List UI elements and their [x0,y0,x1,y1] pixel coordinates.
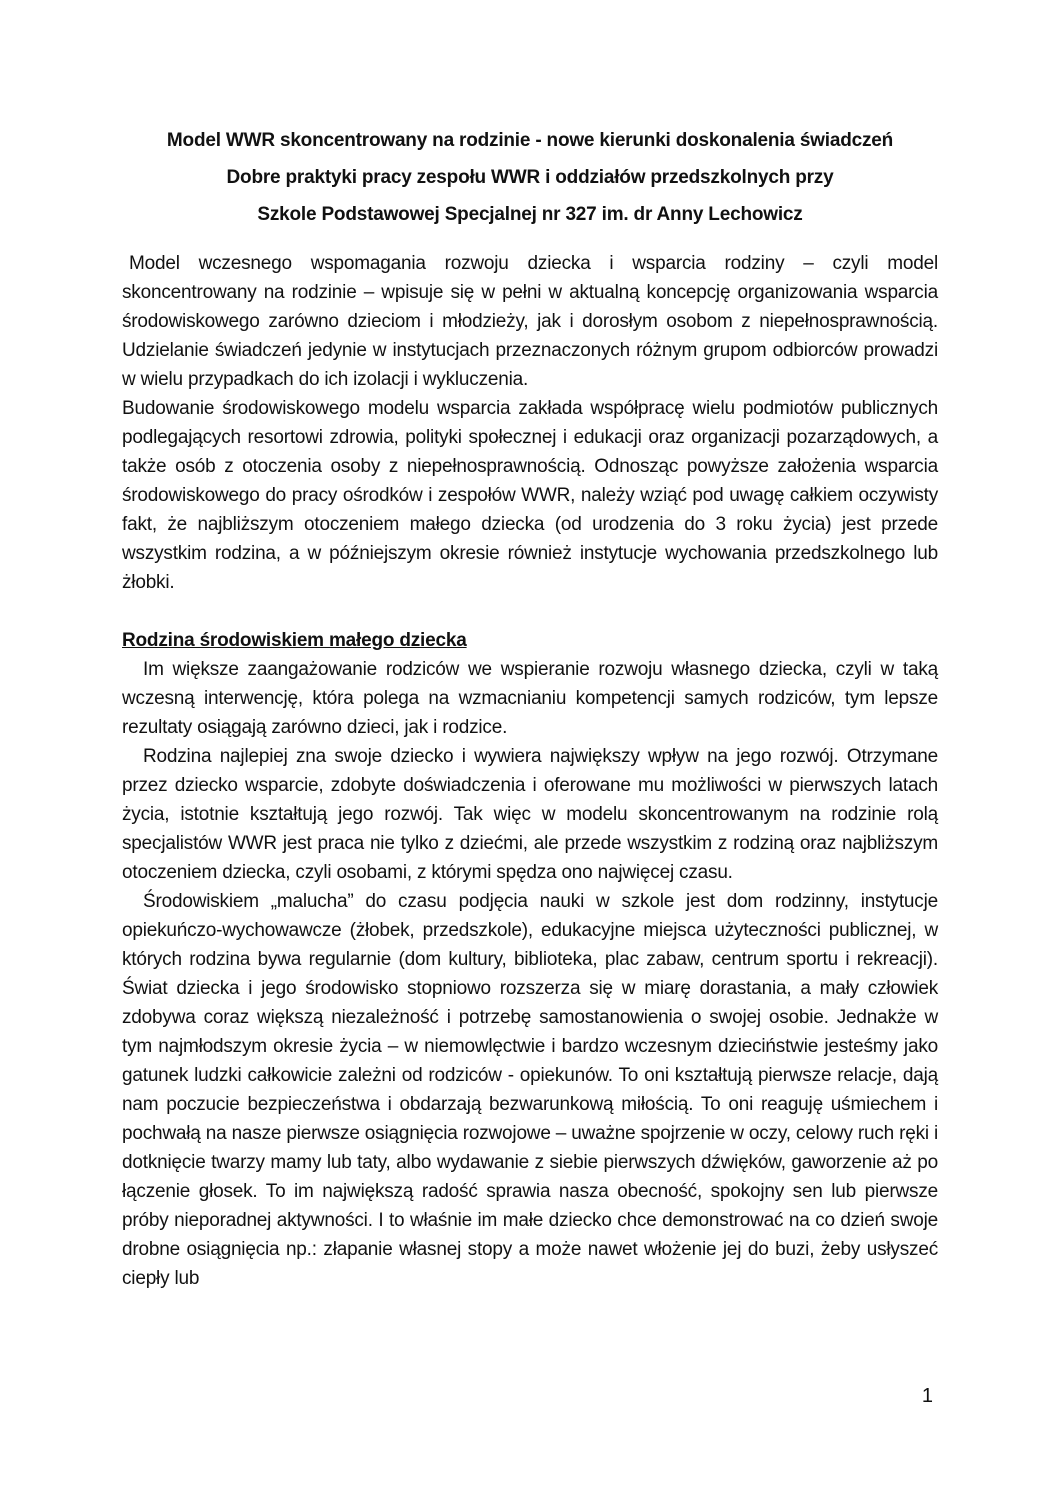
paragraph-family-knows-child: Rodzina najlepiej zna swoje dziecko i wywiera największy wpływ na jego rozwój. Otrzymane przez dziecko wsparcie, zdobyte doświadczenia i oferowane mu możliwości w pierwszych latach życia, istotnie kształtują jego rozwój. Tak więc w modelu skoncentrowanym na rodzinie rolą specjalistów WWR jest praca nie tylko z dziećmi, ale przede wszystkim z rodziną oraz najbliższym otoczeniem dziecka, czyli osobami, z którymi spędza ono najwięcej czasu. [122,746,938,883]
title-line-1: Model WWR skoncentrowany na rodzinie - nowe kierunki doskonalenia świadczeń [166,130,894,151]
document-title [122,122,938,233]
document-content [122,122,938,1293]
paragraph-parent-engagement: Im większe zaangażowanie rodziców we wspieranie rozwoju własnego dziecka, czyli w taką wczesną interwencję, która polega na wzmacnianiu kompetencji samych rodziców, tym lepsze rezultaty osiągają zarówno dzieci, jak i rodzice. [122,659,938,738]
title-line-2: Dobre praktyki pracy zespołu WWR i oddziałów przedszkolnych przy [226,167,834,188]
paragraph-child-environment: Środowiskiem „malucha” do czasu podjęcia nauki w szkole jest dom rodzinny, instytucje opiekuńczo-wychowawcze (żłobek, przedszkole), edukacyjne miejsca użyteczności publicznej, w których rodzina bywa regularnie (dom kultury, biblioteka, plac zabaw, centrum sportu i rekreacji). Świat dziecka i jego środowisko stopniowo rozszerza się w miarę dorastania, a mały człowiek zdobywa coraz większą niezależność i potrzebę samostanowienia o swojej osobie. Jednakże w tym najmłodszym okresie życia – w niemowlęctwie i bardzo wczesnym dzieciństwie jesteśmy jako gatunek ludzki całkowicie zależni od rodziców - opiekunów. To oni kształtują pierwsze relacje, dają nam poczucie bezpieczeństwa i obdarzają bezwarunkową miłością. To oni reaguję uśmiechem i pochwałą na nasze pierwsze osiągnięcia rozwojowe – uważne spojrzenie w oczy, celowy ruch ręki i dotknięcie twarzy mamy lub taty, albo wydawanie z siebie pierwszych dźwięków, gaworzenie aż po łączenie głosek. To im największą radość sprawia nasza obecność, spokojny sen lub pierwsze próby nieporadnej aktywności. I to właśnie im małe dziecko chce demonstrować na co dzień swoje drobne osiągnięcia np.: złapanie własnej stopy a może nawet włożenie jej do buzi, żeby usłyszeć ciepły lub [122,891,938,1289]
paragraph-building-support: Budowanie środowiskowego modelu wsparcia zakłada współpracę wielu podmiotów publicznych podlegających resortowi zdrowia, polityki społecznej i edukacji oraz organizacji pozarządowych, a także osób z otoczenia osoby z niepełnosprawnością. Odnosząc powyższe założenia wsparcia środowiskowego do pracy ośrodków i zespołów WWR, należy wziąć pod uwagę całkiem oczywisty fakt, że najbliższym otoczeniem małego dziecka (od urodzenia do 3 roku życia) jest przede wszystkim rodzina, a w późniejszym okresie również instytucje wychowania przedszkolnego lub żłobki. [122,398,938,593]
section-heading-family-environment: Rodzina środowiskiem małego dziecka [122,630,467,651]
page-number: 1 [921,1385,933,1407]
paragraph-model-intro: Model wczesnego wspomagania rozwoju dziecka i wsparcia rodziny – czyli model skoncentrowany na rodzinie – wpisuje się w pełni w aktualną koncepcję organizowania wsparcia środowiskowego zarówno dzieciom i młodzieży, jak i dorosłym osobom z niepełnosprawnością. Udzielanie świadczeń jedynie w instytucjach przeznaczonych różnym grupom odbiorców prowadzi w wielu przypadkach do ich izolacji i wykluczenia. [122,253,938,390]
title-line-3: Szkole Podstawowej Specjalnej nr 327 im. dr Anny Lechowicz [257,204,803,225]
